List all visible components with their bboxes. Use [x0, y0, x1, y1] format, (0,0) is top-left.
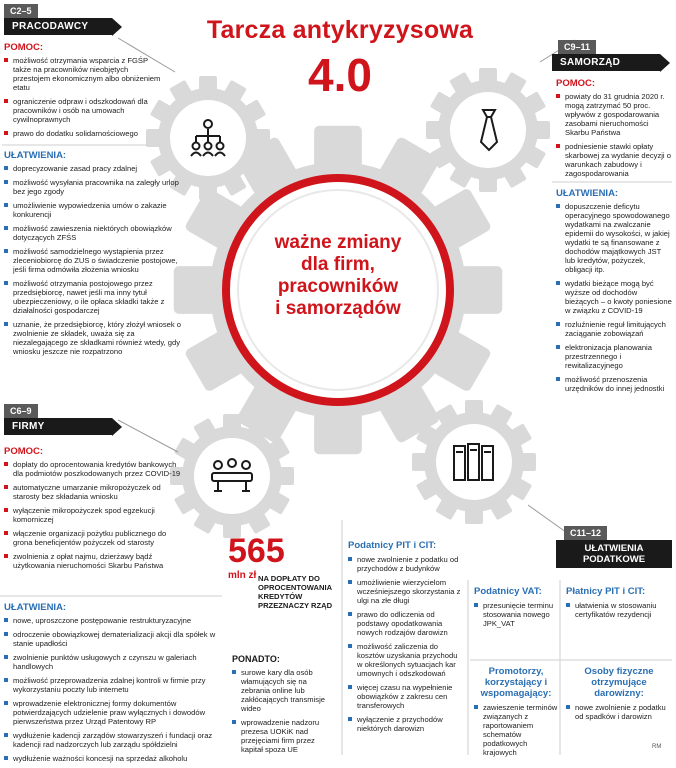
list-item: możliwość wysyłania pracownika na zaległy urlop bez jego zgody [4, 178, 182, 196]
list-item: automatyczne umarzanie mikropożyczek od starosty bez składania wniosku [4, 483, 186, 501]
list-item: zwolnienia z opłat najmu, dzierżawy bądź użytkowania nieruchomości Skarbu Państwa [4, 552, 186, 570]
list-item: dopłaty do oprocentowania kredytów bankowych dla podmiotów poszkodowanych przez COVID-19 [4, 460, 186, 478]
center-headline: ważne zmiany dla firm, pracowników i samorządów [274, 232, 402, 319]
section-code: C6–9 [4, 404, 38, 418]
samorzad-pomoc: POMOC: powiaty do 31 grudnia 2020 r. mogą zatrzymać 50 proc. wpływów z gospodarowania zasobami nieruchomości Skarbu Państwa podniesienie stawki opłaty skarbowej za wydanie decyzji o warunkach zabudowy i zagospodarowania [556, 78, 671, 178]
osoby-fizyczne-block: Osoby fizyczne otrzymujące darowizny: nowe zwolnienie z podatku od spadków i darowizn [566, 666, 672, 726]
list-item: możliwość otrzymania postojowego przez przedsiębiorcę, nawet jeśli ma inny tytuł ubezpieczeniowy, o ile opłaca składki także z działalności gospodarczej [4, 279, 182, 315]
list-item: elektronizacja planowania przestrzennego i rewitalizacyjnego [556, 343, 672, 370]
pracodawcy-pomoc: POMOC: możliwość otrzymania wsparcia z FGŚP także na pracowników nieobjętych przestojem ekonomicznym albo obniżeniem etatu ograniczenie odpraw i odszkodowań dla pracowników i osób na umowach cywilnoprawnych prawo do dodatku solidarnościowego [4, 42, 164, 143]
list-item: wprowadzenie elektronicznej formy dokumentów potwierdzających udzielenie praw wyłącznych i dowodów pierwszeństwa przez Urząd Patentowy RP [4, 699, 222, 726]
list-item: prawo do odliczenia od podstawy opodatkowania nowych rodzajów darowizn [348, 610, 464, 637]
org-chart-icon [188, 118, 228, 158]
list-item: powiaty do 31 grudnia 2020 r. mogą zatrzymać 50 proc. wpływów z gospodarowania zasobami nieruchomości Skarbu Państwa [556, 92, 672, 137]
list-item: doprecyzowanie zasad pracy zdalnej [4, 164, 182, 173]
amount-desc: NA DOPŁATY DO OPROCENTOWANIA KREDYTÓW PRZEZNACZY RZĄD [258, 574, 333, 610]
list-item: nowe, uproszczone postępowanie restrukturyzacyjne [4, 616, 222, 625]
pracodawcy-ulatwienia: UŁATWIENIA: doprecyzowanie zasad pracy zdalnej możliwość wysyłania pracownika na zaległy urlop bez jego zgody umożliwienie wypowiedzenia umów o zakazie konkurencji możliwość zawieszenia niektórych obowiązków dotyczących ZFŚS możliwość samodzielnego wystąpienia przez zleceniobiorcę do ZUS o świadczenie postojowe, jeśli firma odmówiła złożenia wniosku możliwość otrzymania postojowego przez przedsiębiorcę, nawet jeśli ma inny tytuł ubezpieczeniowy, o ile opłaca składki także z działalności gospodarczej uznanie, że przedsiębiorcę, który złożył wniosek o zwolnienie ze składek, uważa się za niezalegającego ze składkami również wtedy, gdy wniosku jeszcze nie rozpatrzono [4, 150, 181, 356]
list-item: dopuszczenie deficytu operacyjnego spowodowanego wydatkami na zwalczanie epidemii do wysokości, w jakiej wydatki te są finansowane z dochodów majątkowych JST lub kredytów, pożyczek, obligacji itp. [556, 202, 672, 274]
list-item: nowe zwolnienie z podatku od spadków i darowizn [566, 703, 672, 721]
section-code: C11–12 [564, 526, 607, 540]
credit-logo: RM [652, 744, 662, 750]
samorzad-ulatwienia: UŁATWIENIA: dopuszczenie deficytu operacyjnego spowodowanego wydatkami na zwalczanie epidemii do wysokości, w jakiej wydatki te są finansowane z dochodów majątkowych JST lub kredytów, pożyczek, obligacji itp. wydatki bieżące mogą być wyższe od dochodów bieżących – o kwoty poniesione w związku z COVID-19 rozluźnienie reguł limitujących zaciąganie zobowiązań elektronizacja planowania przestrzennego i rewitalizacyjnego możliwość przenoszenia urzędników do innej jednostki [556, 188, 672, 393]
section-code: C9–11 [558, 40, 596, 54]
list-item: wyłączenie z przychodów niektórych darowizn [348, 715, 464, 733]
list-item: podniesienie stawki opłaty skarbowej za wydanie decyzji o warunkach zabudowy i zagospodarowania [556, 142, 672, 178]
list-item: zawieszenie terminów związanych z raportowaniem schematów podatkowych krajowych [474, 703, 558, 757]
list-item: odroczenie obowiązkowej dematerializacji akcji dla spółek w stanie upadłości [4, 630, 222, 648]
amount-unit: mln zł [228, 570, 257, 581]
list-item: możliwość samodzielnego wystąpienia przez zleceniobiorcę do ZUS o świadczenie postojowe, jeśli firma odmówiła złożenia wniosku [4, 247, 182, 274]
list-item: włączenie organizacji pożytku publicznego do grona beneficjentów pożyczek od starosty [4, 529, 186, 547]
promotorzy-block: Promotorzy, korzystający i wspomagający: zawieszenie terminów związanych z raportowaniem schematów podatkowych krajowych [474, 666, 558, 762]
list-item: rozluźnienie reguł limitujących zaciąganie zobowiązań [556, 320, 672, 338]
pit-cit-block: Podatnicy PIT i CIT: nowe zwolnienie z podatku od przychodów z budynków umożliwienie wierzycielom wcześniejszego skorzystania z ulgi na złe długi prawo do odliczenia od podstawy opodatkowania nowych rodzajów darowizn możliwość zaliczenia do kosztów uzyskania przychodu w określonych sytuacjach kar umownych i odszkodowań więcej czasu na wypełnienie obowiązków z zakresu cen transferowych wyłączenie z przychodów niektórych darowizn [348, 540, 464, 738]
list-item: wydłużenie kadencji zarządów stowarzyszeń i fundacji oraz kadencji rad nadzorczych lub zarządu spółdzielni [4, 731, 222, 749]
section-code: C2–5 [4, 4, 38, 18]
pomoc-list [4, 56, 164, 138]
vat-block: Podatnicy VAT: przesunięcie terminu stosowania nowego JPK_VAT [474, 586, 558, 633]
page-title: Tarcza antykryzysowa [206, 16, 474, 44]
list-item: więcej czasu na wypełnienie obowiązków z zakresu cen transferowych [348, 683, 464, 710]
amount-box [228, 532, 333, 610]
amount-value: 565 [228, 532, 285, 570]
list-item: prawo do dodatku solidarnościowego [4, 129, 164, 138]
list-item: możliwość przenoszenia urzędników do innej jednostki [556, 375, 672, 393]
list-item: ograniczenie odpraw i odszkodowań dla pracowników i osób na umowach cywilnoprawnych [4, 97, 164, 124]
list-item: wydłużenie ważności koncesji na sprzedaż alkoholu [4, 754, 222, 763]
list-item: możliwość zawieszenia niektórych obowiązków dotyczących ZFŚS [4, 224, 182, 242]
firmy-ulatwienia: UŁATWIENIA: nowe, uproszczone postępowanie restrukturyzacyjne odroczenie obowiązkowej dematerializacji akcji dla spółek w stanie upadłości zwolnienie punktów usługowych z czynszu w galeriach handlowych możliwość przeprowadzenia zdalnej kontroli w firmie przy wykorzystaniu poczty lub internetu wprowadzenie elektronicznej formy dokumentów potwierdzających udzielenie praw wyłącznych i dowodów pierwszeństwa przez Urząd Patentowy RP wydłużenie kadencji zarządów stowarzyszeń i fundacji oraz kadencji rad nadzorczych lub zarządu spółdzielni wydłużenie ważności koncesji na sprzedaż alkoholu [4, 602, 222, 768]
list-item: wyłączenie mikropożyczek spod egzekucji komorniczej [4, 506, 186, 524]
list-item: umożliwienie wierzycielom wcześniejszego skorzystania z ulgi na złe długi [348, 578, 464, 605]
section-title-samorzad: SAMORZĄD [552, 54, 660, 71]
section-title-pracodawcy: PRACODAWCY [4, 18, 112, 35]
binders-icon [452, 442, 496, 482]
list-item: wydatki bieżące mogą być wyższe od dochodów bieżących – o kwoty poniesione w związku z COVID-19 [556, 279, 672, 315]
list-item: nowe zwolnienie z podatku od przychodów z budynków [348, 555, 464, 573]
list-item: możliwość zaliczenia do kosztów uzyskania przychodu w określonych sytuacjach kar umownych i odszkodowań [348, 642, 464, 678]
tie-icon [472, 108, 506, 152]
section-title-firmy: FIRMY [4, 418, 112, 435]
list-item: zwolnienie punktów usługowych z czynszu w galeriach handlowych [4, 653, 222, 671]
list-item: ułatwienia w stosowaniu certyfikatów rezydencji [566, 601, 672, 619]
meeting-icon [208, 458, 256, 494]
section-title-ulatwienia-podatkowe: UŁATWIENIA PODATKOWE [556, 540, 672, 568]
list-item: umożliwienie wypowiedzenia umów o zakazie konkurencji [4, 201, 182, 219]
ponadto-block: PONADTO: surowe kary dla osób włamujących się na zebrania online lub zakłócających transmisje wideo wprowadzenie nadzoru prezesa UOKiK nad przejęciami firm przez kapitał spoza UE [232, 654, 336, 759]
platnicy-block: Płatnicy PIT i CIT: ułatwienia w stosowaniu certyfikatów rezydencji [566, 586, 672, 624]
list-item: wprowadzenie nadzoru prezesa UOKiK nad przejęciami firm przez kapitał spoza UE [232, 718, 336, 754]
firmy-pomoc: POMOC: dopłaty do oprocentowania kredytów bankowych dla podmiotów poszkodowanych przez COVID-19 automatyczne umarzanie mikropożyczek od starosty bez składania wniosku wyłączenie mikropożyczek spod egzekucji komorniczej włączenie organizacji pożytku publicznego do grona beneficjentów pożyczek od starosty zwolnienia z opłat najmu, dzierżawy bądź użytkowania nieruchomości Skarbu Państwa [4, 446, 186, 575]
version-number: 4.0 [308, 49, 372, 101]
list-item: surowe kary dla osób włamujących się na zebrania online lub zakłócających transmisje wideo [232, 668, 336, 713]
list-item: uznanie, że przedsiębiorcę, który złożył wniosek o zwolnienie ze składek, uważa się za niezalegającego ze składkami również wtedy, gdy wniosku jeszcze nie rozpatrzono [4, 320, 182, 356]
list-item: możliwość przeprowadzenia zdalnej kontroli w firmie przy wykorzystaniu poczty lub internetu [4, 676, 222, 694]
list-item: przesunięcie terminu stosowania nowego JPK_VAT [474, 601, 558, 628]
list-item: możliwość otrzymania wsparcia z FGŚP także na pracowników nieobjętych przestojem ekonomicznym albo obniżeniem etatu [4, 56, 164, 92]
